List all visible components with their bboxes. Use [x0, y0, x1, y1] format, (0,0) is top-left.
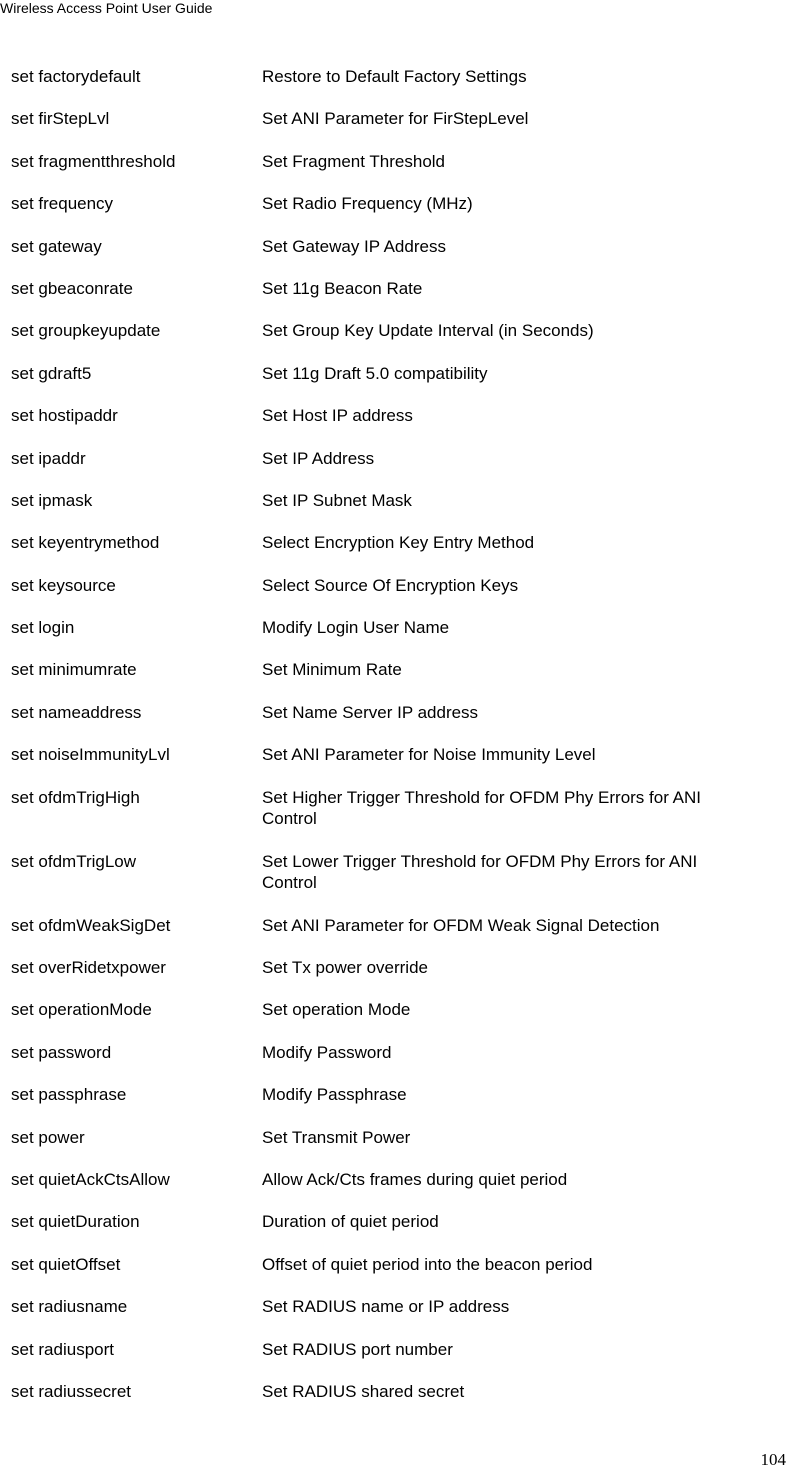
command-name: set nameaddress — [11, 702, 142, 722]
command-description: Select Source Of Encryption Keys — [262, 575, 519, 595]
command-description: Modify Password — [262, 1042, 392, 1062]
running-header: Wireless Access Point User Guide — [0, 0, 213, 16]
command-row — [11, 957, 771, 999]
command-row — [11, 66, 771, 108]
command-description: Modify Passphrase — [262, 1085, 407, 1105]
command-name: set noiseImmunityLvl — [11, 745, 170, 765]
command-row — [11, 1169, 771, 1211]
command-name: set ofdmTrigHigh — [11, 787, 140, 807]
command-name: set gateway — [11, 236, 102, 256]
command-row — [11, 278, 771, 320]
command-name: set operationMode — [11, 1000, 152, 1020]
command-description: Set Fragment Threshold — [262, 151, 445, 171]
command-name: set hostipaddr — [11, 406, 118, 426]
command-row — [11, 1254, 771, 1296]
command-row — [11, 532, 771, 574]
command-name: set login — [11, 618, 75, 638]
command-name: set passphrase — [11, 1085, 127, 1105]
command-description: Offset of quiet period into the beacon period — [262, 1254, 593, 1274]
page-number: 104 — [760, 1450, 786, 1469]
command-row — [11, 1084, 771, 1126]
command-description: Set RADIUS port number — [262, 1339, 453, 1359]
command-name: set radiusname — [11, 1297, 128, 1317]
command-row — [11, 575, 771, 617]
command-description: Restore to Default Factory Settings — [262, 67, 527, 86]
command-description: Set Host IP address — [262, 406, 413, 426]
command-name: set radiusport — [11, 1339, 114, 1359]
command-row — [11, 405, 771, 447]
command-row — [11, 744, 771, 786]
command-name: set password — [11, 1042, 112, 1062]
command-description: Set ANI Parameter for OFDM Weak Signal Detection — [262, 915, 660, 935]
command-name: set radiussecret — [11, 1381, 131, 1401]
command-name: set groupkeyupdate — [11, 321, 161, 341]
command-description: Set Transmit Power — [262, 1127, 411, 1147]
command-row — [11, 617, 771, 659]
command-row — [11, 851, 771, 915]
command-name: set fragmentthreshold — [11, 151, 176, 171]
command-description: Set Group Key Update Interval (in Seconds) — [262, 321, 594, 341]
command-description: Set 11g Draft 5.0 compatibility — [262, 363, 488, 383]
command-row — [11, 1296, 771, 1338]
command-row — [11, 1339, 771, 1381]
command-description: Set IP Address — [262, 448, 375, 468]
command-row — [11, 1211, 771, 1253]
command-description: Modify Login User Name — [262, 618, 450, 638]
command-row — [11, 1127, 771, 1169]
command-description: Set RADIUS shared secret — [262, 1381, 465, 1401]
command-name: set keysource — [11, 575, 116, 595]
command-name: set quietDuration — [11, 1212, 140, 1232]
command-name: set firStepLvl — [11, 109, 110, 129]
command-description: Set Lower Trigger Threshold for OFDM Phy Errors for ANI Control — [262, 851, 698, 892]
command-name: set gdraft5 — [11, 363, 92, 383]
command-name: set keyentrymethod — [11, 533, 160, 553]
command-name: set power — [11, 1127, 85, 1147]
command-name: set ipmask — [11, 490, 93, 510]
command-description: Set 11g Beacon Rate — [262, 278, 423, 298]
command-description: Duration of quiet period — [262, 1212, 439, 1232]
command-row — [11, 787, 771, 851]
command-row — [11, 659, 771, 701]
command-description: Set Gateway IP Address — [262, 236, 446, 256]
command-description: Set RADIUS name or IP address — [262, 1297, 510, 1317]
command-name: set ipaddr — [11, 448, 86, 468]
command-row — [11, 151, 771, 193]
command-description: Select Encryption Key Entry Method — [262, 533, 535, 553]
command-description: Set ANI Parameter for FirStepLevel — [262, 109, 529, 129]
command-description: Set Radio Frequency (MHz) — [262, 194, 473, 214]
command-name: set gbeaconrate — [11, 278, 133, 298]
command-description: Set IP Subnet Mask — [262, 490, 412, 510]
command-name: set ofdmWeakSigDet — [11, 915, 171, 935]
command-name: set quietOffset — [11, 1254, 121, 1274]
command-row — [11, 490, 771, 532]
command-name: set factorydefault — [11, 67, 141, 86]
command-description: Set operation Mode — [262, 1000, 411, 1020]
command-row — [11, 236, 771, 278]
command-name: set ofdmTrigLow — [11, 851, 137, 871]
command-description: Set Minimum Rate — [262, 660, 402, 680]
command-row — [11, 448, 771, 490]
command-name: set frequency — [11, 194, 114, 214]
command-description: Allow Ack/Cts frames during quiet period — [262, 1169, 568, 1189]
command-table — [11, 66, 771, 1423]
command-row — [11, 193, 771, 235]
command-name: set quietAckCtsAllow — [11, 1169, 170, 1189]
command-description: Set Name Server IP address — [262, 702, 479, 722]
command-row — [11, 320, 771, 362]
command-row — [11, 363, 771, 405]
command-row — [11, 1042, 771, 1084]
command-description: Set Tx power override — [262, 958, 428, 978]
command-row — [11, 999, 771, 1041]
command-row — [11, 108, 771, 150]
command-description: Set Higher Trigger Threshold for OFDM Phy Errors for ANI Control — [262, 787, 701, 828]
command-name: set minimumrate — [11, 660, 137, 680]
command-row — [11, 915, 771, 957]
command-name: set overRidetxpower — [11, 958, 166, 978]
command-row — [11, 1381, 771, 1423]
command-description: Set ANI Parameter for Noise Immunity Level — [262, 745, 596, 765]
command-row — [11, 702, 771, 744]
